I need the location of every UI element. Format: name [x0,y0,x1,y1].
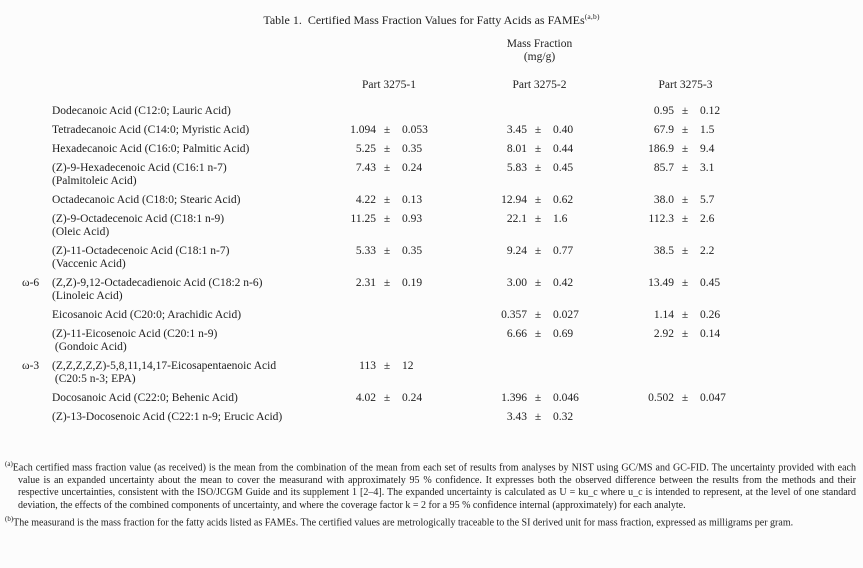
certified-values-table [22,38,863,424]
mass-fraction-value: 113 [359,360,376,372]
analyte-name-line: Dodecanoic Acid (C12:0; Lauric Acid) [52,105,231,117]
uncertainty-value: 0.046 [553,392,579,404]
plus-minus-sign: ± [681,162,689,174]
omega-class-label [22,105,52,118]
uncertainty-value [549,105,599,118]
uncertainty-value [398,309,448,322]
table-row [22,411,863,424]
column-gap [599,194,625,207]
column-gap [599,392,625,405]
plus-minus-sign [376,309,398,322]
table-row [22,105,863,118]
table-title-text: Table 1. Certified Mass Fraction Values for Fatty Acids as FAMEs [263,13,585,27]
column-gap [448,213,480,239]
plus-minus-sign [674,360,696,386]
mass-fraction-value: 38.0 [653,194,674,206]
uncertainty-value: 9.4 [700,143,715,155]
plus-minus-sign: ± [534,328,542,340]
column-gap [599,245,625,271]
plus-minus-sign: ± [383,360,391,372]
plus-minus-sign: ± [681,124,689,136]
column-gap [448,277,480,303]
uncertainty-value: 0.42 [553,277,574,289]
mass-fraction-value: 22.1 [506,213,527,225]
column-gap [599,105,625,118]
mass-fraction-value [480,105,527,118]
plus-minus-sign: ± [534,392,542,404]
analyte-name-line: (C20:5 n-3; EPA) [52,373,136,385]
analyte-name [52,105,330,118]
plus-minus-sign: ± [681,143,689,155]
mass-fraction-value: 1.094 [350,124,376,136]
mass-fraction-value: 1.396 [501,392,527,404]
column-gap [599,162,625,188]
plus-minus-sign: ± [534,411,542,423]
plus-minus-sign: ± [383,213,391,225]
plus-minus-sign: ± [534,213,542,225]
column-gap [448,143,480,156]
plus-minus-sign: ± [534,162,542,174]
uncertainty-value: 2.6 [700,213,715,225]
omega-class-label [22,411,52,424]
uncertainty-value: 5.7 [700,194,715,206]
mass-fraction-value [625,411,674,424]
analyte-name [52,194,330,207]
analyte-name-line: (Z)-11-Octadecenoic Acid (C18:1 n-7) [52,245,230,257]
analyte-name-line: (Z)-9-Octadecenoic Acid (C18:1 n-9) [52,213,225,225]
uncertainty-value: 0.12 [700,105,721,117]
analyte-name-line: (Oleic Acid) [52,226,110,238]
plus-minus-sign [376,105,398,118]
table-title [0,0,863,27]
plus-minus-sign: ± [681,194,689,206]
table-row [22,245,863,271]
column-gap [448,245,480,271]
mass-fraction-value: 2.31 [355,277,376,289]
analyte-name-line: (Z,Z,Z,Z,Z)-5,8,11,14,17-Eicosapentaenoic Acid [52,360,277,372]
uncertainty-value [398,411,448,424]
plus-minus-sign: ± [681,309,689,321]
table-row [22,277,863,303]
mass-fraction-value: 38.5 [653,245,674,257]
uncertainty-value: 0.93 [402,213,423,225]
analyte-name-line: (Z,Z)-9,12-Octadecadienoic Acid (C18:2 n-6) [52,277,263,289]
analyte-name [52,245,330,271]
uncertainty-value: 0.45 [553,162,574,174]
plus-minus-sign: ± [534,245,542,257]
mass-fraction-value: 186.9 [648,143,674,155]
mass-fraction-value: 67.9 [653,124,674,136]
omega-class-label [22,162,52,188]
mass-fraction-value: 4.02 [355,392,376,404]
uncertainty-value: 0.047 [700,392,726,404]
mass-fraction-header [22,38,863,64]
uncertainty-value: 0.62 [553,194,574,206]
mass-fraction-value: 13.49 [648,277,674,289]
omega-class-label [22,245,52,271]
footnotes [5,458,856,531]
omega-class-label [22,392,52,405]
uncertainty-value [696,360,746,386]
mass-fraction-value [330,411,376,424]
column-gap [448,309,480,322]
plus-minus-sign: ± [534,143,542,155]
column-gap [448,124,480,137]
table-row [22,213,863,239]
analyte-name [52,328,330,354]
analyte-name-line: (Z)-9-Hexadecenoic Acid (C16:1 n-7) [52,162,227,174]
analyte-name-line: (Palmitoleic Acid) [52,175,137,187]
table-title-superscript: (a,b) [584,12,600,21]
column-header-part-1: Part 3275-1 [362,79,416,91]
column-gap [448,411,480,424]
mass-fraction-value: 9.24 [506,245,527,257]
omega-class-label [22,194,52,207]
uncertainty-value: 0.69 [553,328,574,340]
column-header-part-3: Part 3275-3 [658,79,713,91]
table-row [22,328,863,354]
mass-fraction-value: 0.357 [501,309,527,321]
uncertainty-value: 0.14 [700,328,721,340]
column-gap [448,105,480,118]
table-row [22,124,863,137]
analyte-name [52,143,330,156]
omega-class-label [22,124,52,137]
table-row [22,360,863,386]
uncertainty-value [398,105,448,118]
mass-fraction-value [330,328,376,354]
column-gap [448,392,480,405]
mass-fraction-value: 11.25 [350,213,376,225]
mass-fraction-value: 5.25 [355,143,376,155]
analyte-name-line: (Linoleic Acid) [52,290,123,302]
uncertainty-value: 3.1 [700,162,715,174]
mass-fraction-value: 6.66 [506,328,527,340]
mass-fraction-value [625,360,674,386]
table-row [22,162,863,188]
table-row [22,194,863,207]
analyte-name [52,277,330,303]
mass-fraction-value [330,309,376,322]
omega-class-label [22,309,52,322]
plus-minus-sign: ± [534,124,542,136]
analyte-name-line: (Vaccenic Acid) [52,258,126,270]
column-gap [599,309,625,322]
table-row [22,309,863,322]
mass-fraction-label: Mass Fraction (mg/g) [506,38,573,63]
uncertainty-value: 12 [402,360,414,372]
uncertainty-value: 0.44 [553,143,574,155]
omega-class-label [22,213,52,239]
mass-fraction-value: 3.43 [506,411,527,423]
mass-fraction-value: 8.01 [506,143,527,155]
omega-class-label [22,328,52,354]
mass-fraction-value: 0.502 [648,392,674,404]
mass-fraction-value: 3.45 [506,124,527,136]
mass-fraction-value: 5.83 [506,162,527,174]
plus-minus-sign: ± [534,277,542,289]
uncertainty-value: 0.45 [700,277,721,289]
plus-minus-sign: ± [383,143,391,155]
uncertainty-value: 2.2 [700,245,715,257]
uncertainty-value: 0.35 [402,245,423,257]
plus-minus-sign: ± [681,328,689,340]
mass-fraction-value: 5.33 [355,245,376,257]
footnote-a [5,458,856,512]
analyte-name [52,392,330,405]
table-row [22,143,863,156]
mass-fraction-value: 7.43 [355,162,376,174]
plus-minus-sign: ± [383,392,391,404]
plus-minus-sign: ± [534,309,542,321]
plus-minus-sign [376,411,398,424]
column-gap [599,143,625,156]
mass-fraction-value: 4.22 [355,194,376,206]
column-gap [448,328,480,354]
plus-minus-sign [376,328,398,354]
mass-fraction-value: 2.92 [653,328,674,340]
plus-minus-sign: ± [681,277,689,289]
column-gap [599,277,625,303]
uncertainty-value [696,411,746,424]
mass-fraction-value: 1.14 [653,309,674,321]
uncertainty-value: 0.77 [553,245,574,257]
column-gap [448,162,480,188]
plus-minus-sign: ± [383,277,391,289]
column-gap [599,411,625,424]
analyte-name-line: Eicosanoic Acid (C20:0; Arachidic Acid) [52,309,242,321]
mass-fraction-value: 3.00 [506,277,527,289]
mass-fraction-value [330,105,376,118]
omega-class-label: ω-3 [22,360,40,372]
column-header-part-2: Part 3275-2 [512,79,567,91]
plus-minus-sign: ± [681,245,689,257]
analyte-name [52,360,330,386]
analyte-name-line: Tetradecanoic Acid (C14:0; Myristic Acid) [52,124,250,136]
plus-minus-sign: ± [383,194,391,206]
analyte-name-line: (Z)-11-Eicosenoic Acid (C20:1 n-9) [52,328,218,340]
plus-minus-sign [674,411,696,424]
analyte-name-line: Hexadecanoic Acid (C16:0; Palmitic Acid) [52,143,250,155]
analyte-name [52,162,330,188]
mass-fraction-value: 112.3 [648,213,674,225]
uncertainty-value: 0.32 [553,411,574,423]
analyte-name-line: (Z)-13-Docosenoic Acid (C22:1 n-9; Erucic Acid) [52,411,283,423]
plus-minus-sign: ± [681,213,689,225]
uncertainty-value: 1.5 [700,124,715,136]
mass-fraction-value: 12.94 [501,194,527,206]
analyte-name-line: Docosanoic Acid (C22:0; Behenic Acid) [52,392,238,404]
column-gap [599,360,625,386]
mass-fraction-value: 85.7 [653,162,674,174]
mass-fraction-value [480,360,527,386]
plus-minus-sign: ± [383,162,391,174]
uncertainty-value: 0.053 [402,124,428,136]
column-gap [599,213,625,239]
uncertainty-value: 1.6 [553,213,568,225]
footnote-b [5,513,856,530]
plus-minus-sign [527,105,549,118]
uncertainty-value: 0.35 [402,143,423,155]
plus-minus-sign: ± [534,194,542,206]
column-gap [599,124,625,137]
plus-minus-sign: ± [681,105,689,117]
column-gap [448,194,480,207]
omega-class-label: ω-6 [22,277,40,289]
analyte-name [52,213,330,239]
table-row [22,392,863,405]
plus-minus-sign [527,360,549,386]
plus-minus-sign: ± [383,124,391,136]
plus-minus-sign: ± [681,392,689,404]
uncertainty-value: 0.19 [402,277,423,289]
analyte-name-line: (Gondoic Acid) [52,341,127,353]
column-headers [22,79,863,92]
uncertainty-value: 0.24 [402,392,423,404]
plus-minus-sign: ± [383,245,391,257]
footnote-b-marker: (b) [5,514,14,523]
uncertainty-value [398,328,448,354]
footnote-b-text: The measurand is the mass fraction for the fatty acids listed as FAMEs. The certified values are metrologically traceable to the SI derived unit for mass fraction, expressed as milligrams per gram. [13,517,794,529]
uncertainty-value: 0.40 [553,124,574,136]
column-gap [448,360,480,386]
column-gap [599,328,625,354]
analyte-name [52,309,330,322]
mass-fraction-value: 0.95 [653,105,674,117]
analyte-name-line: Octadecanoic Acid (C18:0; Stearic Acid) [52,194,241,206]
uncertainty-value: 0.24 [402,162,423,174]
analyte-name [52,124,330,137]
footnote-a-text: Each certified mass fraction value (as received) is the mean from the combination of the mean from each set of results from analyses by NIST using GC/MS and GC-FID. The uncertainty provided with each value is an expanded uncertainty about the mean to cover the measurand with approximately 95 % confidence. It expresses both the observed difference between the results from the methods and their respective uncertainties, consistent with the ISO/JCGM Guide and its supplement 1 [2–4]. The expanded uncertainty is calculated as U = ku_c where u_c is intended to represent, at the level of one standard deviation, the effects of the combined components of uncertainty, and where the coverage factor k = 2 for a 95 % confidence internal (approximately) for each analyte. [12,462,856,511]
omega-class-label [22,143,52,156]
uncertainty-value: 0.13 [402,194,423,206]
footnote-a-marker: (a) [5,460,13,468]
table-rows [22,105,863,424]
analyte-name [52,411,330,424]
uncertainty-value: 0.027 [553,309,579,321]
uncertainty-value: 0.26 [700,309,721,321]
uncertainty-value [549,360,599,386]
